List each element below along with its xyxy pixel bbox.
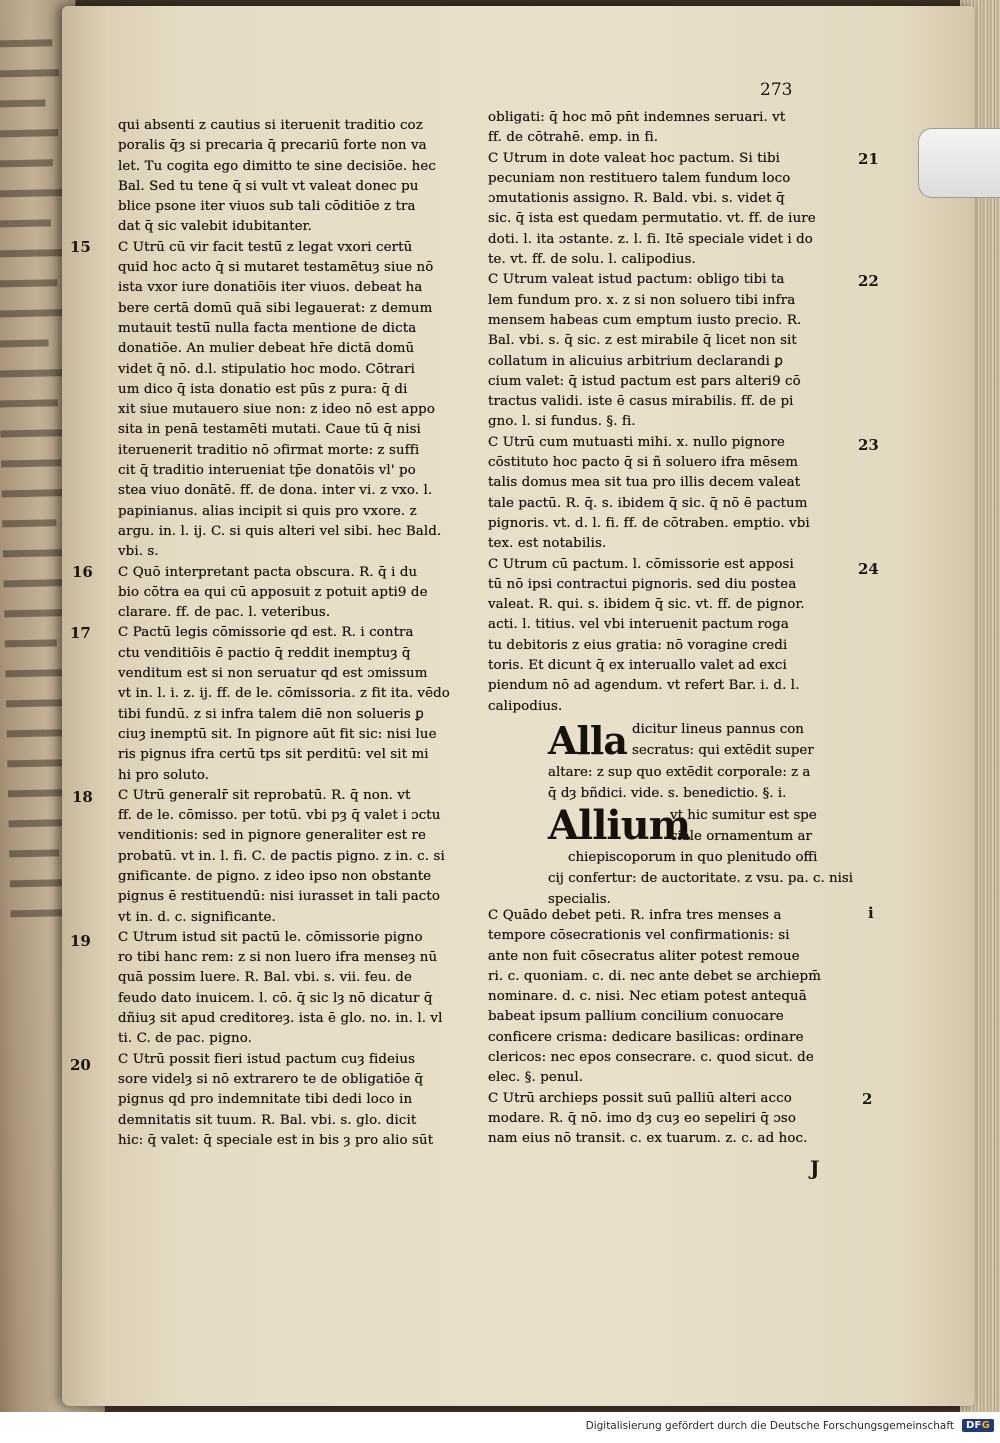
text-line: C Utrū cū vir facit testū̄ z legat vxori certū xyxy=(118,239,413,255)
text-line: ff. de cōtrahē. emp. in fi. xyxy=(488,130,659,146)
text-line: hi pro soluto. xyxy=(118,767,210,783)
catchword: J xyxy=(810,1156,820,1180)
text-line: tex. est notabilis. xyxy=(488,536,607,552)
text-line: C Utrum cū pactum. l. cōmissorie est apposi xyxy=(488,556,794,572)
text-line: ti. C. de pac. pigno. xyxy=(118,1031,253,1047)
margin-number: 21 xyxy=(858,150,879,168)
margin-number: 23 xyxy=(858,436,879,454)
text-line: C Utrū possit fieri istud pactum cuȝ fideius xyxy=(118,1051,416,1067)
text-line: venditionis: sed in pignore generaliter est re xyxy=(118,828,427,844)
text-line: clericos: nec epos consecrare. c. quod sicut. de xyxy=(488,1050,814,1066)
text-line: cium valet: q̄ istud pactum est pars alteri9 cō xyxy=(488,373,801,389)
folio-number: 273 xyxy=(760,80,793,100)
text-line: hic: q̄ valet: q̄ speciale est in bis ȝ pro alio sūt xyxy=(118,1132,434,1148)
text-line: tale pactū. R. q̄. s. ibidem q̄ sic. q̄ nō ē pactum xyxy=(488,495,808,511)
text-line: cit q̄ traditio interueniat tp̄e donatōis vl' po xyxy=(118,463,416,479)
margin-number: 16 xyxy=(72,563,93,581)
text-line: Bal. vbi. s. q̄ sic. z est mirabile q̄ licet non sit xyxy=(488,333,797,349)
text-line: vt in. d. c. significante. xyxy=(118,909,276,925)
text-line: venditum est si non seruatur qd est ɔmissum xyxy=(118,666,428,682)
text-line: ro tibi hanc rem: z si non luero ifra menseȝ nū xyxy=(118,950,438,966)
text-line: tū nō ipsi contractui pignoris. sed diu postea xyxy=(488,576,797,592)
text-line: nam eius nō transit. c. ex tuarum. z. c. ad hoc. xyxy=(488,1131,808,1147)
text-line: sore videlȝ si nō extrarero te de obligatiōe q̄ xyxy=(118,1071,424,1087)
margin-number: 2 xyxy=(862,1090,873,1108)
text-line: ante non fuit cōsecratus aliter potest remoue xyxy=(488,948,800,964)
text-line: tibi fundū. z si infra talem diē non solueris ꝑ xyxy=(118,706,424,722)
text-line: altare: z sup quo extēdit corporale: z a xyxy=(548,765,811,780)
text-line: cōstituto hoc pacto q̄ si ñ soluero ifra mēsem xyxy=(488,455,799,471)
text-line: pignoris. vt. d. l. fi. ff. de cōtraben. emptio. vbi xyxy=(488,515,810,531)
text-line: xit siue mutauero siue non: z ideo nō est appo xyxy=(118,402,435,418)
text-line: dñiuȝ sit apud creditoreȝ. ista ē glo. no. in. l. vl xyxy=(118,1011,443,1027)
text-line: ff. de le. cōmisso. per totū. vbi pȝ q̄ valet i ɔctu xyxy=(118,808,441,824)
text-line: toris. Et dicunt q̄ ex interuallo valet ad exci xyxy=(488,658,787,674)
text-line: donatiōe. An mulier debeat hr̄e dictā domū xyxy=(118,341,415,357)
text-line: C Utrum istud sit pactū le. cōmissorie pigno xyxy=(118,929,423,945)
text-line: C Utrū generalr̄ sit reprobatū. R. q̄ non. vt xyxy=(118,787,411,803)
text-line: bio cōtra ea qui cū apposuit z potuit apti9 de xyxy=(118,584,428,600)
text-line: videt q̄ nō. d.l. stipulatio hoc modo. Cōtrari xyxy=(118,361,415,377)
text-line: pignus ē restituendū: nisi iurasset in tali pacto xyxy=(118,889,441,905)
text-line: um dico q̄ ista donatio est pūs z pura: q̄ di xyxy=(118,381,408,397)
text-line: quā possim luere. R. Bal. vbi. s. vii. feu. de xyxy=(118,970,413,986)
margin-number: 22 xyxy=(858,272,879,290)
text-line: vbi. s. xyxy=(118,544,159,560)
text-line: mutauit testū̄ nulla facta mentione de dicta xyxy=(118,320,417,336)
text-line: nominare. d. c. nisi. Nec etiam potest antequā xyxy=(488,989,807,1005)
text-line: probatū. vt in. l. fi. C. de pactis pigno. z in. c. si xyxy=(118,848,445,864)
text-line: vt in. l. i. z. ij. ff. de le. cōmissoria. z fit ita. vēdo xyxy=(118,686,450,702)
text-line: ri. c. quoniam. c. di. nec ante debet se archiepm̄ xyxy=(488,968,821,984)
text-line: dat q̄ sic valebit idubitanter. xyxy=(118,219,312,235)
text-line: pignus qd pro indemnitate tibi dedi loco in xyxy=(118,1092,413,1108)
text-line: C Utrū cum mutuasti mihi. x. nullo pignore xyxy=(488,434,785,450)
page-marker-tab xyxy=(918,128,1000,198)
text-line: piendum nō ad agendum. vt refert Bar. i. d. l. xyxy=(488,678,800,694)
text-line: C Quādo debet peti. R. infra tres menses a xyxy=(488,908,782,923)
text-line: argu. in. l. ij. C. si quis alteri vel sibi. hec Bald. xyxy=(118,523,442,539)
margin-number: 19 xyxy=(70,932,91,950)
text-line: poralis q̄ȝ si precaria q̄ precariū forte non va xyxy=(118,138,427,154)
text-line: vt hic sumitur est spe xyxy=(670,808,817,823)
text-line: demnitatis sit tuum. R. Bal. vbi. s. glo. dicit xyxy=(118,1112,417,1128)
text-line: clarare. ff. de pac. l. veteribus. xyxy=(118,605,331,621)
text-line: C Quō interpretant pacta obscura. R. q̄ i du xyxy=(118,564,418,580)
text-line: sita in penā testamēti mutati. Caue tū q̄ nisi xyxy=(118,422,421,438)
text-line: papinianus. alias incipit si quis pro vxore. z xyxy=(118,503,417,519)
headword-alla: Alla xyxy=(548,718,627,763)
text-line: ciuȝ inemptū sit. In pignore aūt fit sic: nisi lue xyxy=(118,726,437,742)
text-line: Bal. Sed tu tene q̄ si vult vt valeat donec pu xyxy=(118,178,419,194)
text-line: elec. §. penul. xyxy=(488,1070,584,1086)
left-text-column xyxy=(118,116,476,1151)
text-line: modare. R. q̄ nō. imo dȝ cuȝ eo sepeliri q̄ ɔso xyxy=(488,1110,797,1126)
text-line: C Utrum valeat istud pactum: obligo tibi ta xyxy=(488,272,785,288)
text-line: gno. l. si fundus. §. fi. xyxy=(488,414,636,430)
text-line: let. Tu cogita ego dimitto te sine decisiōe. hec xyxy=(118,158,436,174)
margin-number: 17 xyxy=(70,624,91,642)
text-line: bere certā domū quā sibi legauerat: z demum xyxy=(118,300,433,316)
margin-number: 24 xyxy=(858,560,879,578)
text-line: gnificante. de pigno. z ideo ipso non obstante xyxy=(118,868,432,884)
text-line: collatum in alicuius arbitrium declarandi ꝑ xyxy=(488,353,784,369)
text-line: C Utrū archieps possit suū palliū alteri acco xyxy=(488,1090,792,1106)
text-line: valeat. R. qui. s. ibidem q̄ sic. vt. ff. de pignor. xyxy=(488,597,805,613)
text-line: obligati: q̄ hoc mō pn̄t indemnes seruari. vt xyxy=(488,110,786,125)
text-line: conficere crisma: dedicare basilicas: ordinare xyxy=(488,1029,804,1045)
text-line: C Pactū legis cōmissorie qd est. R. i contra xyxy=(118,625,414,641)
text-line: qui absenti z cautius si iteruenit traditio coz xyxy=(118,118,423,133)
text-line: stea viuo donātē. ff. de dona. inter vi. z vxo. l. xyxy=(118,483,433,499)
text-line: ciale ornamentum ar xyxy=(670,829,812,844)
text-line: q̄ dȝ bñdici. vide. s. benedictio. §. i. xyxy=(548,786,787,801)
text-line: tempore cōsecrationis vel confirmationis: si xyxy=(488,928,790,944)
text-line: te. vt. ff. de solu. l. calipodius. xyxy=(488,252,696,268)
text-line: talis domus mea sit tua pro illis decem valeat xyxy=(488,475,801,491)
text-line: doti. l. ita ɔstante. z. l. fi. Itē speciale videt i do xyxy=(488,231,813,247)
text-line: ris pignus ifra certū tps sit perditū: vel sit mi xyxy=(118,747,429,763)
dfg-logo xyxy=(962,1419,994,1432)
text-line: acti. l. titius. vel vbi interuenit pactum roga xyxy=(488,617,789,633)
text-line: tractus validi. iste ē casus mirabilis. ff. de pi xyxy=(488,394,794,410)
margin-number: i xyxy=(868,904,874,922)
margin-number: 15 xyxy=(70,238,91,256)
text-line: sic. q̄ ista est quedam permutatio. vt. ff. de iure xyxy=(488,211,816,227)
funding-credit: Digitalisierung gefördert durch die Deutsche Forschungsgemeinschaft xyxy=(585,1420,954,1432)
text-line: babeat ipsum pallium concilium conuocare xyxy=(488,1009,784,1025)
text-line: dicitur lineus pannus con xyxy=(632,722,804,737)
text-line: calipodius. xyxy=(488,698,563,714)
text-line: secratus: qui extēdit super xyxy=(632,743,814,758)
dfg-logo-main: DF xyxy=(966,1420,982,1431)
text-line: ɔmutationis assigno. R. Bald. vbi. s. videt q̄ xyxy=(488,191,785,207)
text-line: pecuniam non restituero talem fundum loco xyxy=(488,170,791,186)
text-line: lem fundum pro. x. z si non soluero tibi infra xyxy=(488,292,796,308)
dfg-logo-accent: G xyxy=(981,1420,990,1431)
right-text-column-lower xyxy=(488,906,852,1150)
text-line: C Utrum in dote valeat hoc pactum. Si tibi xyxy=(488,150,781,166)
text-line: feudo dato inuicem. l. cō. q̄ sic lȝ nō dicatur q̄ xyxy=(118,990,433,1006)
margin-number: 20 xyxy=(70,1056,91,1074)
footer-bar xyxy=(0,1412,1000,1443)
margin-number: 18 xyxy=(72,788,93,806)
text-line: mensem habeas cum emptum iusto precio. R. xyxy=(488,312,802,328)
text-line: cij confertur: de auctoritate. z vsu. pa. c. nisi xyxy=(548,871,854,886)
text-line: chiepiscoporum in quo plenitudo offi xyxy=(568,850,818,865)
text-line: ctu venditiōis ē pactio q̄ reddit inemptuȝ q̄ xyxy=(118,645,411,661)
right-text-column xyxy=(488,108,852,717)
text-line: blice psone iter viuos sub tali cōditiōe z tra xyxy=(118,199,416,215)
headword-allium: Allium xyxy=(548,802,691,849)
text-line: iteruenerit traditio nō ɔfirmat morte: z suffi xyxy=(118,442,420,458)
text-line: specialis. xyxy=(548,892,611,907)
text-line: ista vxor iure donatiōis iter viuos. debeat ha xyxy=(118,280,423,296)
text-line: tu debitoris z eius gratia: nō voragine credi xyxy=(488,637,788,653)
text-line: quid hoc acto q̄ si mutaret testamētuȝ siue nō xyxy=(118,260,434,276)
